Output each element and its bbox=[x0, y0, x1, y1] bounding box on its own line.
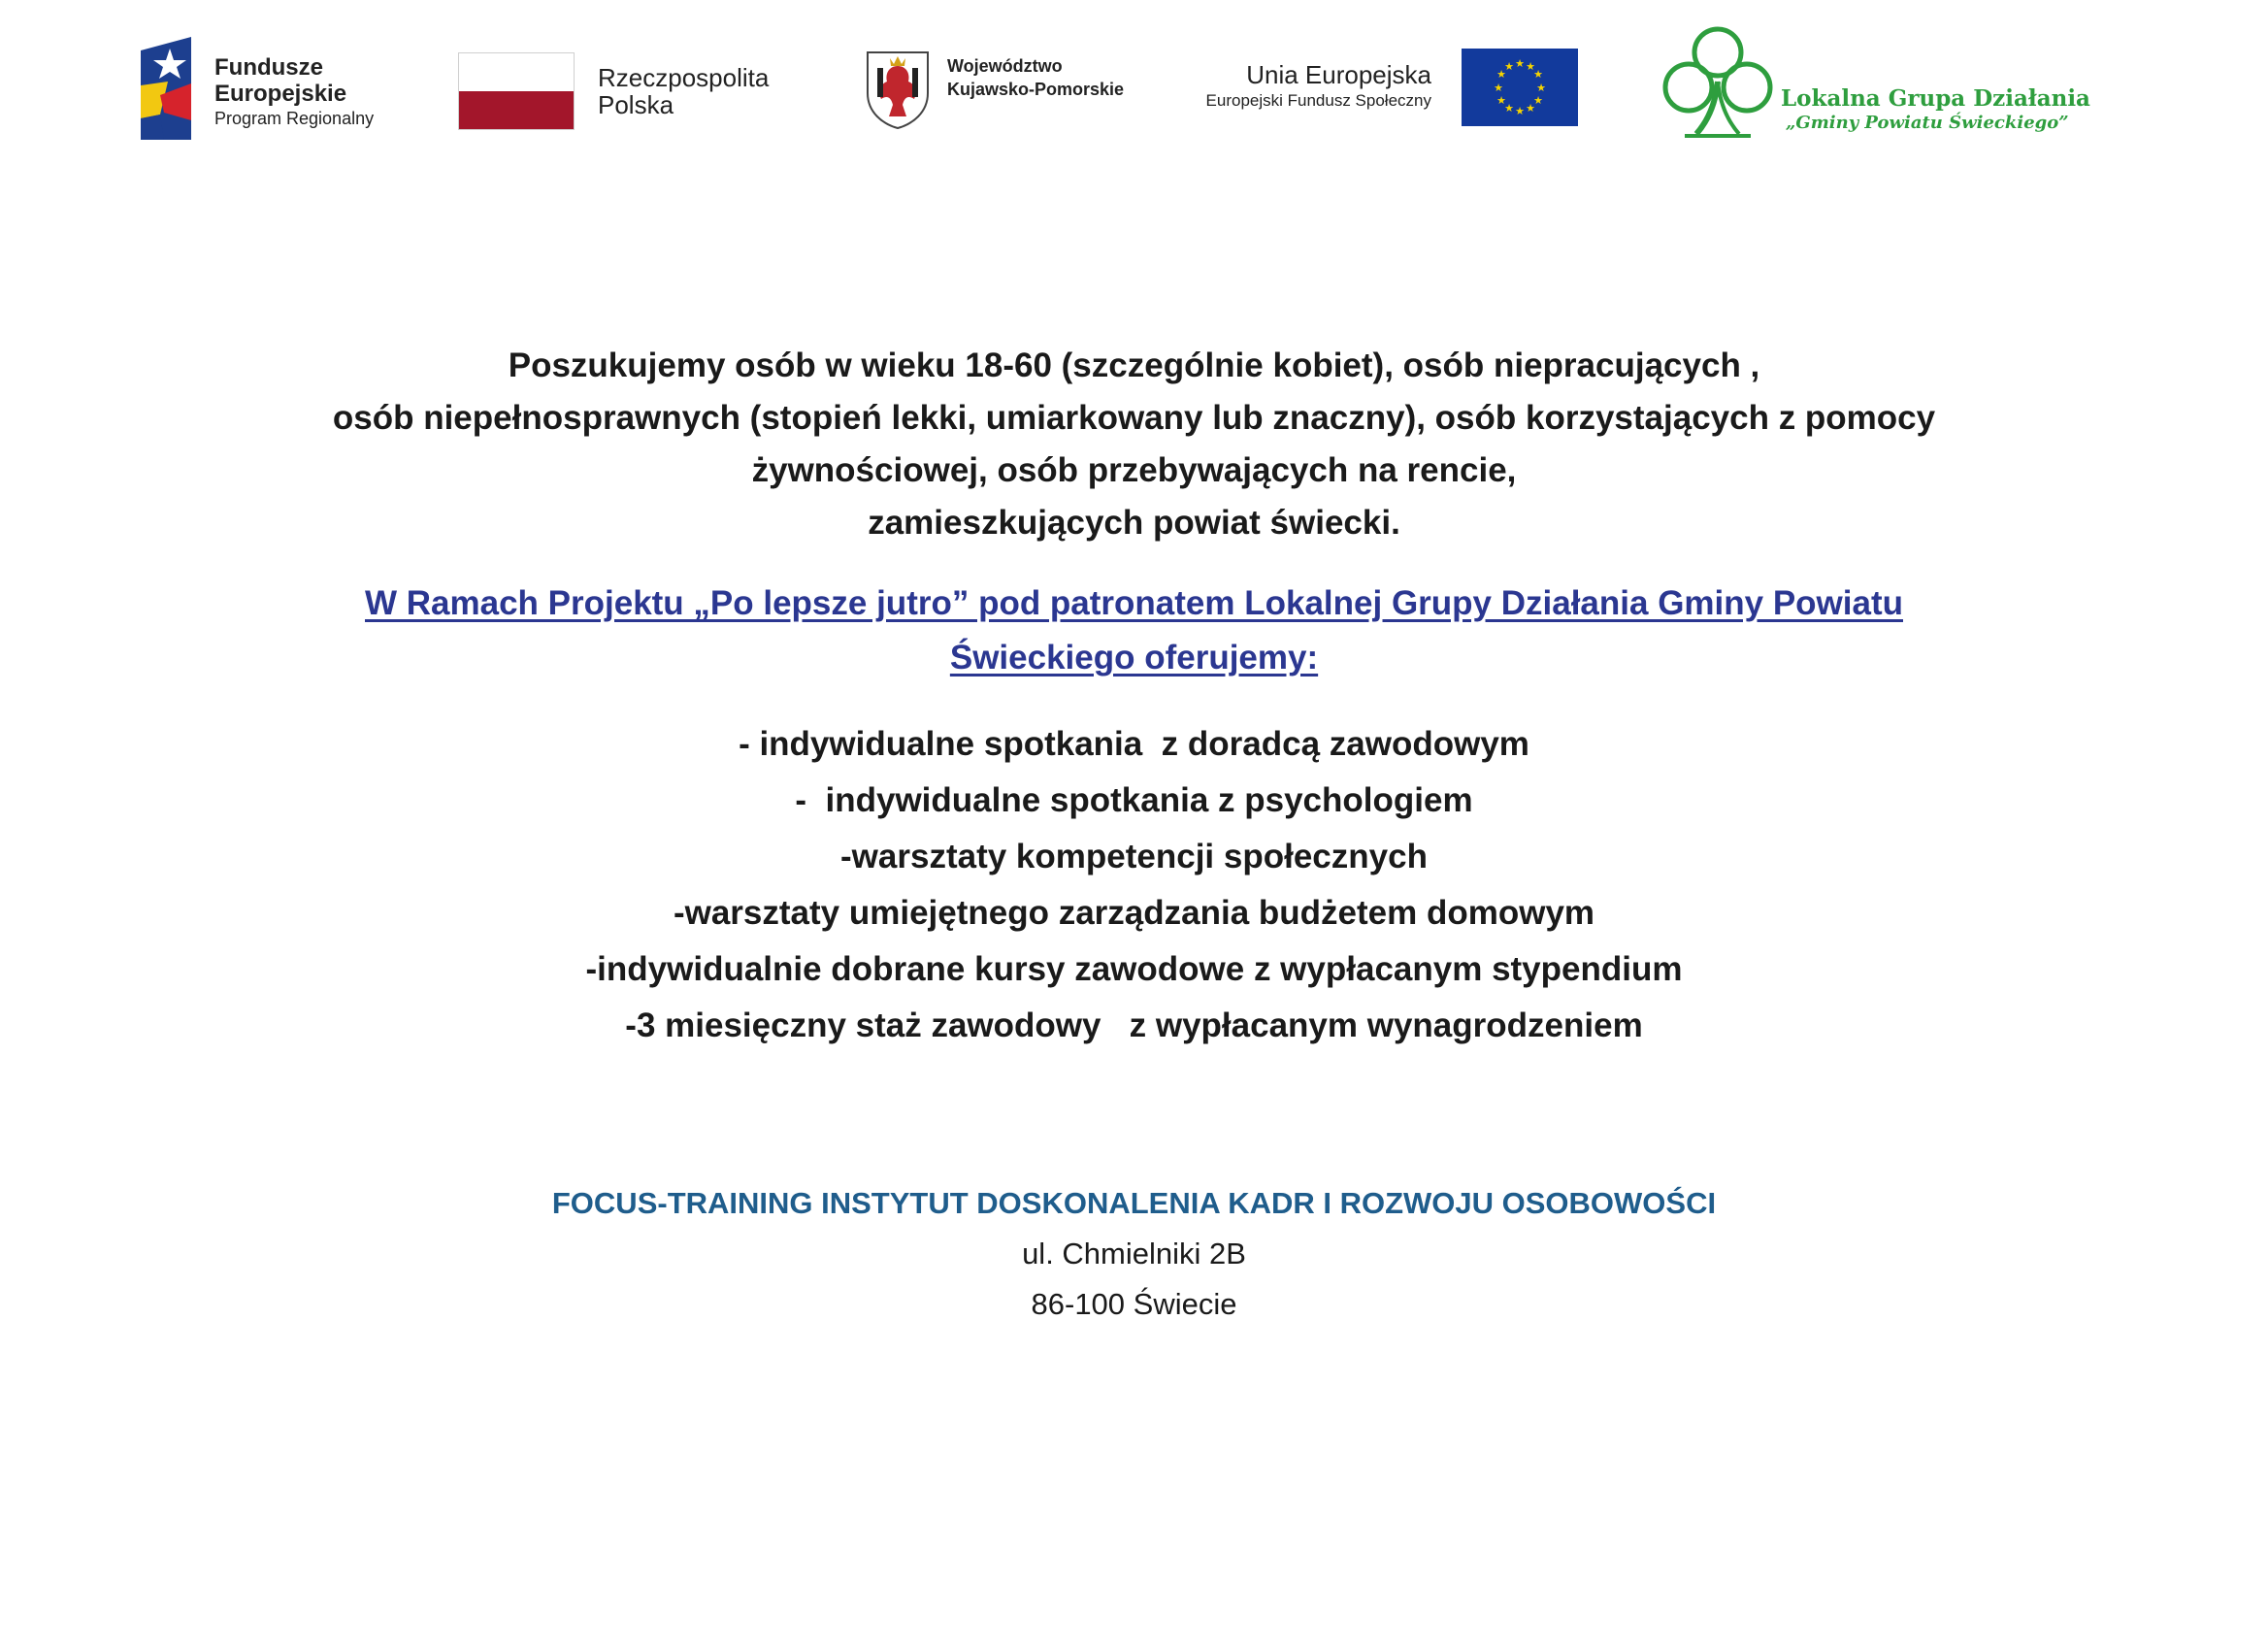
clover-icon bbox=[1658, 23, 1779, 140]
wojewodztwo-line1: Województwo bbox=[947, 56, 1063, 76]
intro-line: zamieszkujących powiat świecki. bbox=[868, 504, 1400, 542]
svg-text:★: ★ bbox=[1515, 57, 1525, 70]
rzeczpospolita-polska-logo bbox=[458, 50, 827, 138]
fundusze-europejskie-emblem-icon bbox=[139, 37, 197, 140]
organization-block bbox=[0, 1178, 2268, 1330]
benefit-item: -3 miesięczny staż zawodowy z wypłacanym wynagrodzeniem bbox=[625, 1006, 1643, 1044]
benefits-list bbox=[0, 716, 2268, 1054]
rzeczpospolita-line2: Polska bbox=[598, 90, 674, 119]
flyer-content bbox=[0, 340, 2268, 1330]
svg-text:★: ★ bbox=[1496, 94, 1506, 107]
benefit-item: -warsztaty umiejętnego zarządzania budżetem domowym bbox=[673, 894, 1595, 932]
polish-flag-icon bbox=[458, 52, 575, 130]
offer-line: W Ramach Projektu „Po lepsze jutro” pod patronatem Lokalnej Grupy Działania Gminy Powiatu bbox=[365, 584, 1903, 622]
rzeczpospolita-line1: Rzeczpospolita bbox=[598, 63, 770, 92]
intro-line: Poszukujemy osób w wieku 18-60 (szczególnie kobiet), osób niepracujących , bbox=[508, 346, 1760, 384]
benefit-item: -indywidualnie dobrane kursy zawodowe z wypłacanym stypendium bbox=[585, 950, 1683, 988]
fundusze-line1: Fundusze bbox=[214, 54, 323, 81]
wojewodztwo-logo bbox=[864, 49, 1155, 136]
svg-text:★: ★ bbox=[1515, 105, 1525, 117]
intro-paragraph bbox=[0, 340, 2268, 549]
fundusze-europejskie-logo bbox=[139, 37, 401, 144]
svg-text:★: ★ bbox=[1496, 68, 1506, 81]
organization-name: FOCUS-TRAINING INSTYTUT DOSKONALENIA KADR I ROZWOJU OSOBOWOŚCI bbox=[551, 1186, 1717, 1220]
intro-line: żywnościowej, osób przebywających na rencie, bbox=[751, 451, 1517, 489]
svg-text:★: ★ bbox=[1536, 82, 1546, 94]
organization-street: ul. Chmielniki 2B bbox=[1022, 1237, 1246, 1270]
intro-line: osób niepełnosprawnych (stopień lekki, umiarkowany lub znaczny), osób korzystających z pomocy bbox=[332, 399, 1936, 437]
lgd-line1: Lokalna Grupa Działania bbox=[1781, 85, 2090, 112]
organization-city: 86-100 Świecie bbox=[1031, 1287, 1237, 1321]
ue-line1: Unia Europejska bbox=[1246, 60, 1431, 89]
logo-bar bbox=[0, 0, 2268, 175]
lgd-line2: „Gminy Powiatu Świeckiego” bbox=[1786, 113, 2069, 133]
svg-text:★: ★ bbox=[1526, 102, 1535, 115]
unia-europejska-logo bbox=[1184, 49, 1582, 136]
offer-heading bbox=[0, 577, 2268, 685]
benefit-item: - indywidualne spotkania z doradcą zawodowym bbox=[739, 725, 1529, 763]
svg-text:★: ★ bbox=[1494, 82, 1503, 94]
svg-text:★: ★ bbox=[1533, 94, 1543, 107]
svg-text:★: ★ bbox=[1504, 102, 1514, 115]
svg-text:★: ★ bbox=[1504, 60, 1514, 73]
svg-text:★: ★ bbox=[1526, 60, 1535, 73]
wojewodztwo-line2: Kujawsko-Pomorskie bbox=[947, 80, 1125, 99]
offer-line: Świeckiego oferujemy: bbox=[949, 639, 1319, 676]
benefit-item: -warsztaty kompetencji społecznych bbox=[840, 838, 1428, 875]
benefit-item: - indywidualne spotkania z psychologiem bbox=[795, 781, 1473, 819]
fundusze-line3: Program Regionalny bbox=[214, 109, 375, 128]
eu-flag-icon bbox=[1462, 49, 1578, 126]
coat-of-arms-icon bbox=[864, 49, 932, 130]
svg-text:★: ★ bbox=[1533, 68, 1543, 81]
ue-line2: Europejski Fundusz Społeczny bbox=[1205, 91, 1431, 110]
lgd-logo bbox=[1658, 23, 2123, 149]
fundusze-line2: Europejskie bbox=[214, 81, 347, 107]
